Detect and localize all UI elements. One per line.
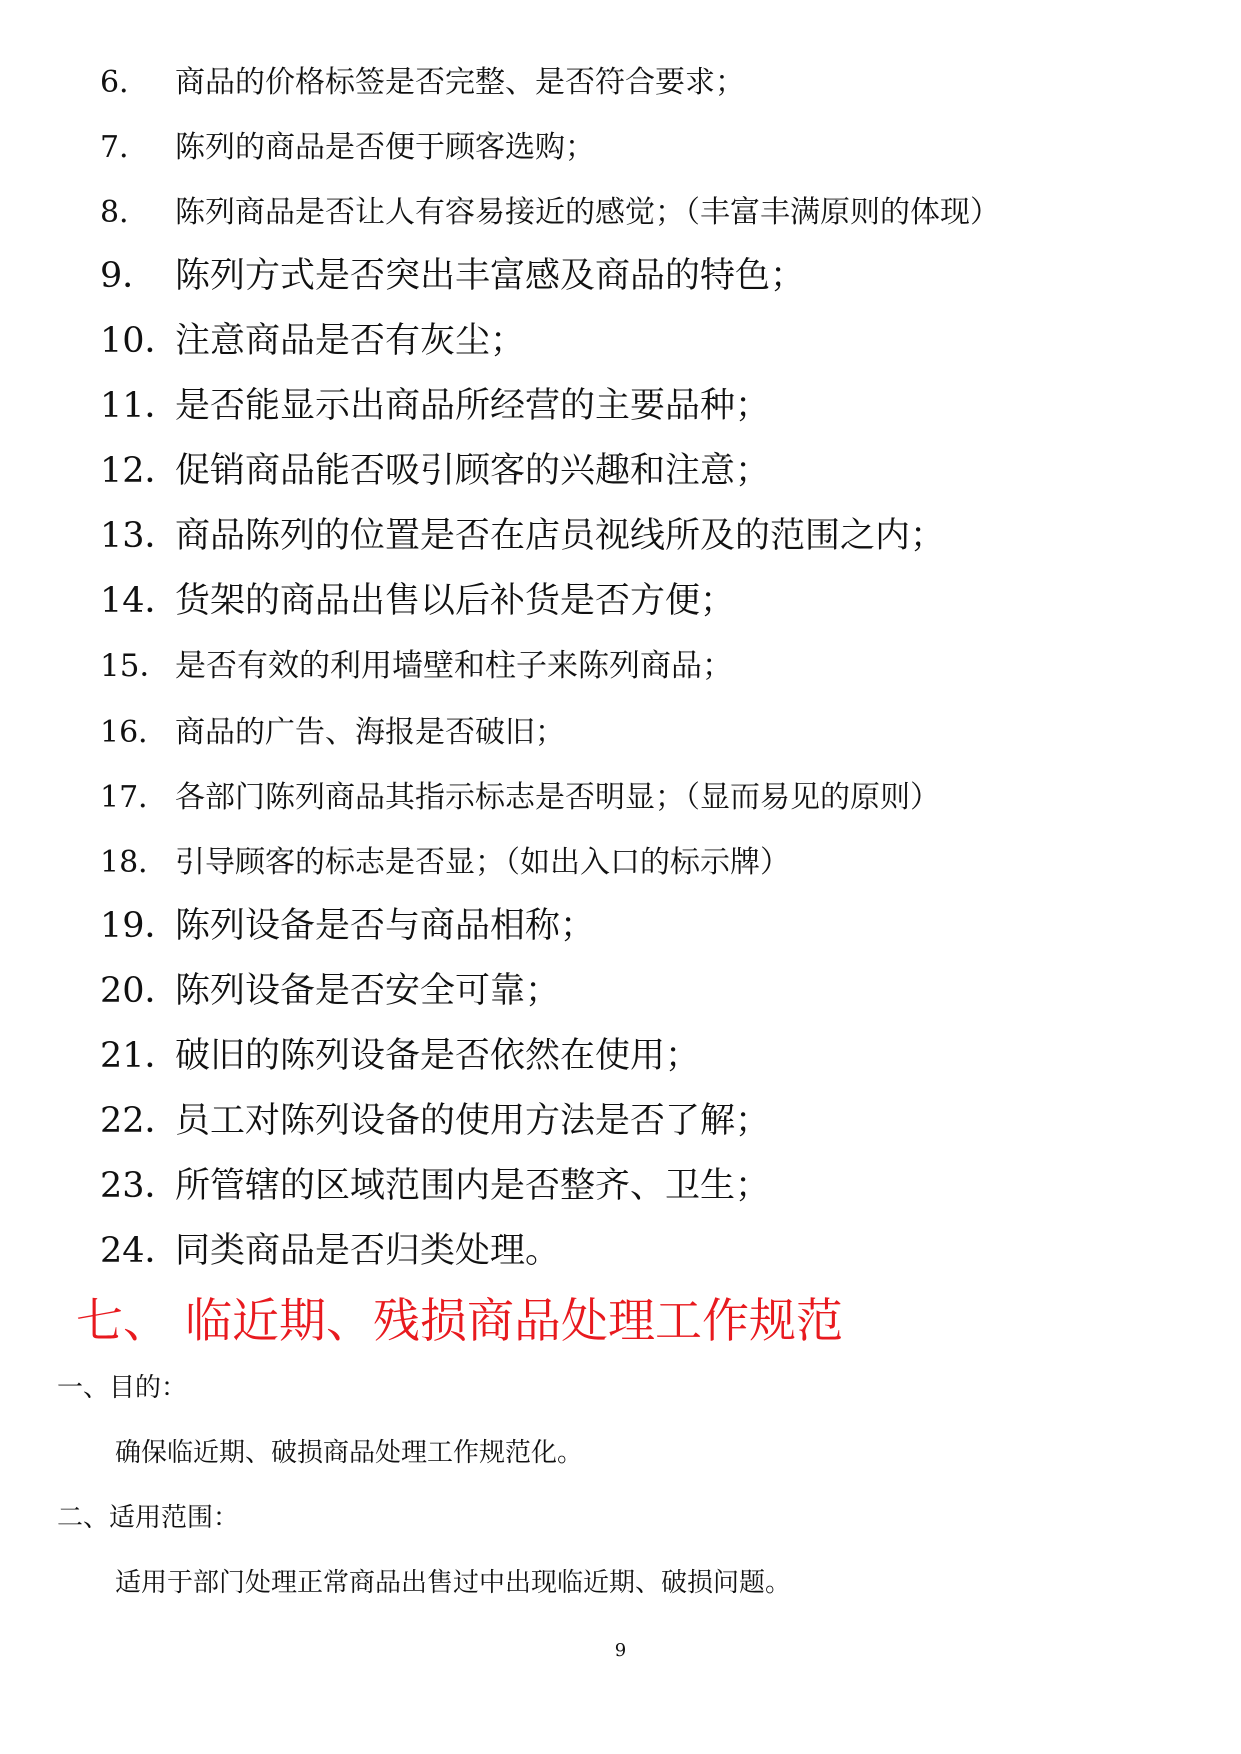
list-item: [100, 780, 940, 815]
list-item-number: 9．: [100, 256, 158, 296]
list-item-number: 17．: [100, 780, 169, 815]
subsection-body-scope: 适用于部门处理正常商品出售过中出现临近期、破损问题。: [115, 1568, 792, 1598]
list-item-number: 23．: [100, 1166, 180, 1206]
list-item-text: 陈列商品是否让人有容易接近的感觉；（丰富丰满原则的体现）: [175, 195, 1000, 230]
list-item-text: 注意商品是否有灰尘；: [175, 321, 526, 361]
list-item: [100, 1101, 771, 1141]
list-item-text: 陈列设备是否与商品相称；: [175, 906, 596, 946]
list-item-number: 10．: [100, 321, 180, 361]
list-item-number: 18．: [100, 845, 169, 880]
list-item-number: 8．: [100, 195, 150, 230]
list-item: [100, 1231, 561, 1271]
list-item-text: 破旧的陈列设备是否依然在使用；: [175, 1036, 701, 1076]
list-item: [100, 386, 771, 426]
list-item-text: 所管辖的区域范围内是否整齐、卫生；: [175, 1166, 771, 1206]
list-item-number: 21．: [100, 1036, 180, 1076]
list-item-number: 16．: [100, 715, 169, 750]
list-item-text: 陈列设备是否安全可靠；: [175, 971, 561, 1011]
list-item: [100, 195, 1000, 230]
page-number: 9: [614, 1640, 627, 1661]
list-item-number: 24．: [100, 1231, 180, 1271]
section-title: 七、 临近期、残损商品处理工作规范: [76, 1294, 843, 1349]
list-item-text: 促销商品能否吸引顾客的兴趣和注意；: [175, 451, 771, 491]
list-item-number: 14．: [100, 581, 180, 621]
list-item-number: 15．: [100, 648, 171, 684]
list-item-text: 是否能显示出商品所经营的主要品种；: [175, 386, 771, 426]
list-item-text: 同类商品是否归类处理。: [175, 1231, 561, 1271]
list-item-text: 商品陈列的位置是否在店员视线所及的范围之内；: [175, 516, 946, 556]
subsection-body-purpose: 确保临近期、破损商品处理工作规范化。: [115, 1438, 584, 1468]
list-item: [100, 715, 565, 750]
list-item-text: 货架的商品出售以后补货是否方便；: [175, 581, 736, 621]
subsection-heading-scope: 二、适用范围：: [57, 1503, 240, 1533]
list-item: [100, 1166, 771, 1206]
list-item: [100, 451, 771, 491]
list-item-text: 陈列的商品是否便于顾客选购；: [175, 130, 595, 165]
list-item-text: 商品的广告、海报是否破旧；: [175, 715, 565, 750]
list-item-text: 是否有效的利用墙壁和柱子来陈列商品；: [175, 648, 733, 684]
list-item: [100, 1036, 701, 1076]
list-item-number: 7．: [100, 130, 150, 165]
list-item-number: 6．: [100, 65, 150, 100]
list-item: [100, 845, 790, 880]
list-item: [100, 130, 595, 165]
list-item: [100, 648, 733, 684]
subsection-heading-purpose: 一、目的：: [57, 1373, 188, 1403]
list-item: [100, 256, 806, 296]
list-item-number: 19．: [100, 906, 180, 946]
list-item-text: 各部门陈列商品其指示标志是否明显；（显而易见的原则）: [175, 780, 940, 815]
list-item-text: 引导顾客的标志是否显；（如出入口的标示牌）: [175, 845, 790, 880]
list-item-number: 22．: [100, 1101, 180, 1141]
list-item: [100, 581, 736, 621]
list-item-text: 员工对陈列设备的使用方法是否了解；: [175, 1101, 771, 1141]
list-item-number: 12．: [100, 451, 180, 491]
list-item: [100, 971, 561, 1011]
list-item: [100, 65, 745, 100]
list-item: [100, 321, 526, 361]
list-item-number: 11．: [100, 386, 180, 426]
list-item-text: 商品的价格标签是否完整、是否符合要求；: [175, 65, 745, 100]
list-item: [100, 516, 946, 556]
list-item-text: 陈列方式是否突出丰富感及商品的特色；: [175, 256, 806, 296]
list-item-number: 13．: [100, 516, 180, 556]
list-item-number: 20．: [100, 971, 180, 1011]
list-item: [100, 906, 596, 946]
